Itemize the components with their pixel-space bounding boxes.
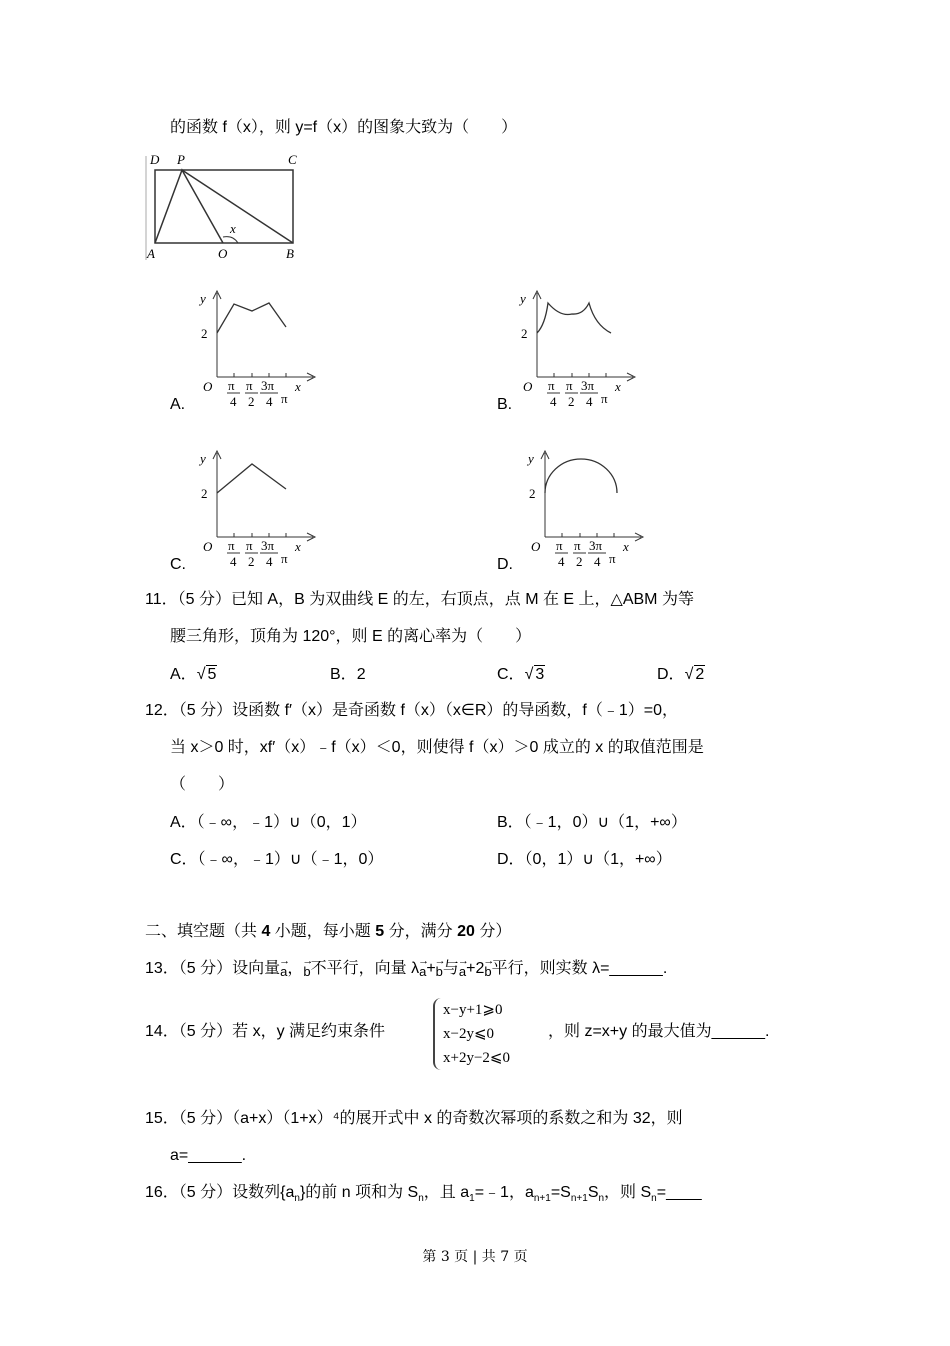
q15-line2: a=______.: [170, 1147, 247, 1164]
svg-text:x: x: [615, 379, 621, 394]
q15-line1: 15．（5 分）（a+x）（1+x）⁴的展开式中 x 的奇数次幂项的系数之和为 32，则: [145, 1110, 683, 1127]
section-heading: 二、填空题（共 4 小题，每小题 5 分，满分 20 分）: [145, 923, 512, 940]
q12-option-c: C．（﹣∞，﹣1）∪（﹣1，0）: [170, 851, 384, 868]
label-o: O: [218, 246, 228, 261]
q11-option-c: C．√ 3: [497, 666, 545, 683]
svg-text:4: 4: [266, 394, 273, 409]
curve: [217, 303, 286, 333]
svg-text:2: 2: [201, 486, 208, 501]
label-b: B: [286, 246, 294, 261]
svg-text:x: x: [295, 539, 301, 554]
label-x: x: [230, 221, 236, 236]
svg-text:π: π: [548, 378, 555, 393]
svg-text:4: 4: [266, 554, 273, 569]
svg-text:2: 2: [568, 394, 575, 409]
constraint-system: x−y+1⩾0 x−2y⩽0 x+2y−2⩽0: [433, 998, 510, 1070]
svg-text:4: 4: [586, 394, 593, 409]
svg-text:3π: 3π: [581, 378, 595, 393]
curve: [545, 459, 617, 493]
q11-option-b: B．2: [330, 666, 366, 683]
svg-text:π: π: [609, 551, 616, 566]
q14-suffix: ，则 z=x+y 的最大值为______.: [548, 1023, 770, 1040]
q10-tail: 的函数 f（x），则 y=f（x）的图象大致为（ ）: [170, 119, 518, 136]
svg-text:π: π: [246, 378, 253, 393]
q12-line3: （ ）: [170, 776, 235, 793]
svg-text:3π: 3π: [261, 378, 275, 393]
svg-text:2: 2: [201, 326, 208, 341]
rectangle-figure: [145, 148, 305, 263]
option-c-label: C.: [170, 556, 186, 573]
svg-text:3π: 3π: [589, 538, 603, 553]
svg-text:2: 2: [576, 554, 583, 569]
svg-text:3π: 3π: [261, 538, 275, 553]
svg-text:y: y: [528, 451, 534, 466]
q12-option-d: D．（0，1）∪（1，+∞）: [497, 851, 672, 868]
q11-line1: 11．（5 分）已知 A，B 为双曲线 E 的左，右顶点，点 M 在 E 上，△ABM 为等: [145, 591, 694, 608]
label-a: A: [147, 246, 155, 261]
curve: [217, 464, 286, 493]
q11-option-d: D．√ 2: [657, 666, 705, 683]
label-d: D: [150, 152, 160, 167]
svg-text:4: 4: [230, 394, 237, 409]
svg-text:2: 2: [248, 394, 255, 409]
svg-text:π: π: [228, 378, 235, 393]
label-p: P: [177, 152, 185, 167]
q11-option-a: A．√ 5: [170, 666, 217, 683]
svg-text:π: π: [228, 538, 235, 553]
svg-text:O: O: [203, 539, 213, 554]
option-b-label: B.: [497, 396, 513, 413]
q12-line1: 12．（5 分）设函数 f′（x）是奇函数 f（x）（x∈R）的导函数，f（﹣1）=0，: [145, 702, 679, 719]
svg-text:π: π: [246, 538, 253, 553]
svg-text:y: y: [200, 291, 206, 306]
svg-text:π: π: [281, 391, 288, 406]
svg-text:4: 4: [230, 554, 237, 569]
page-footer: 第 3 页 | 共 7 页: [422, 1249, 528, 1265]
svg-text:π: π: [566, 378, 573, 393]
svg-text:O: O: [523, 379, 533, 394]
svg-text:O: O: [531, 539, 541, 554]
q12-option-b: B．（﹣1，0）∪（1，+∞）: [497, 814, 687, 831]
svg-text:2: 2: [248, 554, 255, 569]
q12-option-a: A．（﹣∞，﹣1）∪（0，1）: [170, 814, 367, 831]
q13: 13．（5 分）设向量→ a，→ b不平行，向量 λ→ a+→ b与→ a+2→ b平行，则实数 λ=______.: [145, 959, 667, 982]
svg-text:π: π: [574, 538, 581, 553]
q11-line2: 腰三角形，顶角为 120°，则 E 的离心率为（ ）: [170, 628, 532, 645]
graph-c: [195, 445, 335, 580]
q12-line2: 当 x＞0 时，xf′（x）﹣f（x）＜0，则使得 f（x）＞0 成立的 x 的取值范围是: [170, 739, 704, 756]
svg-text:x: x: [623, 539, 629, 554]
svg-text:y: y: [200, 451, 206, 466]
label-c: C: [288, 152, 297, 167]
svg-text:4: 4: [550, 394, 557, 409]
option-a-label: A.: [170, 396, 186, 413]
graph-b: [515, 285, 655, 420]
q16: 16．（5 分）设数列$\{a_n\}$的前 n 项和为 $S_n$，且 $a_1=﹣1$，$a_{n+1}=S_{n+1}S_n$，则 $S_n=\_\_\_\_$: [145, 1184, 702, 1205]
svg-text:y: y: [520, 291, 526, 306]
curve: [537, 303, 611, 333]
svg-text:2: 2: [529, 486, 536, 501]
svg-text:4: 4: [594, 554, 601, 569]
svg-text:π: π: [281, 551, 288, 566]
option-d-label: D.: [497, 556, 513, 573]
svg-text:4: 4: [558, 554, 565, 569]
svg-text:x: x: [295, 379, 301, 394]
svg-text:π: π: [601, 391, 608, 406]
svg-text:2: 2: [521, 326, 528, 341]
q14-prefix: 14．（5 分）若 x，y 满足约束条件: [145, 1023, 386, 1040]
svg-text:O: O: [203, 379, 213, 394]
graph-a: [195, 285, 335, 420]
graph-d: [523, 445, 663, 580]
svg-text:π: π: [556, 538, 563, 553]
